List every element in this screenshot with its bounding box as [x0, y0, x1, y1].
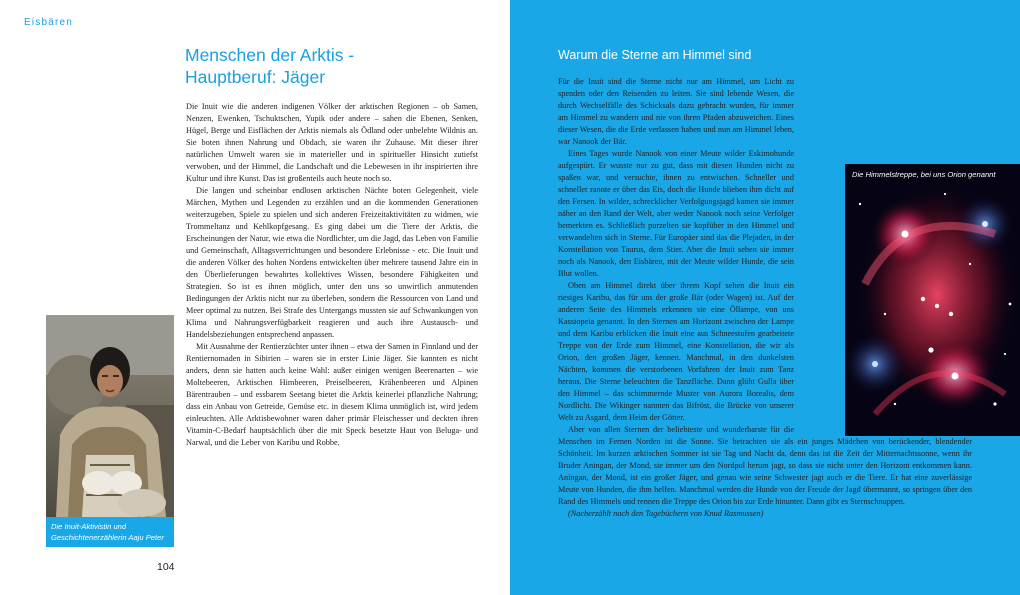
body-text	[186, 101, 478, 449]
page-title	[185, 44, 485, 88]
page-number: 104	[157, 561, 175, 573]
paragraph: Die langen und scheinbar endlosen arktischen Nächte boten Gelegenheit, viele Märchen, Mythen und Legenden zu erzählen und an die kommenden Generationen weiterzugeben, Spiele zu spielen und sich anderen Freizeitaktivitäten zu widmen, wie Trommeltanz und Kehlkopfgesang. Es ging dabei um die Tiere der Arktis, die Erscheinungen der Natur, wie etwa die Nordlichter, um die Jagd, das Leben von Familie und Gemeinschaft, Alltagsverrichtungen und besondere Erlebnisse - etc. Die Inuit und die anderen Völker des hohen Nordens entwickelten über mehrere tausend Jahre ein in den Überlieferungen bewahrtes kollektives Wissen, besondere Fähigkeiten und Strategien. So ist es ihnen möglich, unter den uns so unwirtlich anmutenden Bedingungen der Arktis nicht nur zu überleben, sondern die Ressourcen von Land und Meer optimal zu nutzen. Bei Strafe des Untergangs mussten sie auf Schwankungen von Klima und Nahrungsverfügbarkeit reagieren und auch ihre Austausch- und Handelsbeziehungen entsprechend anpassen.	[186, 186, 478, 339]
title-line-1: Menschen der Arktis -	[185, 45, 355, 65]
source-credit: (Nacherzählt nach den Tagebüchern von Knud Rasmussen)	[568, 509, 764, 518]
paragraph: Aber von allen Sternen der beliebteste und wunderbarste für die Menschen im Fernen Norden ist die Sonne. Sie betrachten sie als ein junges Mädchen von berückender, blendender Schönheit. Im kurzen arktischen Sommer ist sie Tag und Nacht da, denn das ist die Zeit der Mitternachtssonne, wenn ihr Bruder Aningan, der Mond, sie immer um den Nordpol herum jagt, so dass sie nicht unter den Horizont entkommen kann. Aningan, der Mond, ist ein großer Jäger, und genau wie seine Schwester jagt auch er die Tiere. Er hat eine zuverlässige Meute von Hunden, die ihm helfen. Manchmal werden die Hunde von der Freude der Jagd übermannt, so springen über den Rand des Himmels und rennen die Treppe des Orion bis zur Erde hinunter. Dann gibt es Sternschnuppen.	[558, 425, 972, 506]
section-title: Warum die Sterne am Himmel sind	[558, 48, 752, 62]
portrait-photo	[46, 315, 174, 517]
running-head: Eisbären	[24, 17, 74, 28]
paragraph: Eines Tages wurde Nanook von einer Meute wilder Eskimohunde aufgespürt. Er wusste nur zu gut, dass mit diesen Hunden nicht zu spaßen war, und versuchte, ihnen zu entwischen. Schneller und schneller rannte er über das Eis, doch die Hunde blieben ihm dicht auf den Fersen. In wilder, schrecklicher Verfolgungsjagd kamen sie immer näher an den Rand der Welt, aber weder Nanook noch seine Verfolger bemerkten es. Schließlich purzelten sie kopfüber in den Himmel und verwandelten sich in Sterne. Für Europäer sind das die Plejaden, in der Konstellation von Taurus, dem Stier. Aber die Inuit sehen sie immer noch als Nanook, den Eisbären, mit der Meute wilder Hunde, die sein Blut wollen.	[558, 149, 794, 278]
paragraph: Für die Inuit sind die Sterne nicht nur am Himmel, um Licht zu spenden oder den Reisenden zu leiten. Sie sind lebende Wesen, die durch Wechselfälle des Schicksals dazu gebracht wurden, für immer am Himmel zu wandern und nie von ihren Pfaden abzuweichen. Eines dieser Wesen, die die Erde verlassen haben und nun am Himmel leben, war Nanook der Bär.	[558, 77, 794, 146]
paragraph: Die Inuit wie die anderen indigenen Völker der arktischen Regionen – ob Samen, Nenzen, Ewenken, Tschuktschen, Yupik oder andere – sahen die Ebenen, Senken, Hügel, Berge und Eisflächen der Arktis niemals als Ödland oder unbelebte Wildnis an. Sie boten ihnen Nahrung und Obdach, sie waren ihr Zuhause. Mit dieser ihrer natürlichen Umwelt waren sie in materieller und in spiritueller Hinsicht zutiefst verwoben, und der Himmel, die Landschaft und die Lebewesen in ihr inspirierten ihre Kultur und ihre Kunst. Das ist großenteils auch heute noch so.	[186, 102, 478, 183]
photo-caption: Die Himmelstreppe, bei uns Orion genannt	[852, 170, 996, 179]
orion-photo	[845, 164, 1020, 436]
paragraph: Mit Ausnahme der Rentierzüchter unter ihnen – etwa der Samen in Finnland und der Rentiernomaden in Sibirien – waren sie in erster Linie Jäger. Sie kannten es nicht anders, denn sie hatten auch keine Wahl: außer einigen wenigen Beerenarten – wie Moltebeeren, Arktischen Himbeeren, Preiselbeeren, Krähenbeeren und Alpinen Bärentrauben – und essbarem Seetang bietet die Arktis keinerlei pflanzliche Nahrung; dass ein Anbau von Getreide, Gemüse etc. in diesem Klima unmöglich ist, wird jedem einleuchten. Alle Arktisbewohner waren daher primär Fleischesser und deckten ihren Vitamin-C-Bedarf hauptsächlich über die mit Speck besetzte Haut von Beluga- und Narwal, und die Leber von Karibu und Robbe.	[186, 342, 478, 447]
title-line-2: Hauptberuf: Jäger	[185, 67, 326, 87]
paragraph: Oben am Himmel direkt über ihrem Kopf sehen die Inuit ein riesiges Karibu, das für uns der große Bär (oder Wagen) ist. Auf der anderen Seite des Himmels erkennen sie eine Öllampe, von uns Kassiopeia genannt. In den Sternen am Horizont zwischen der Lampe und dem Karibu erblicken die Inuit eine aus Schneestufen gearbeitete Treppe von der Erde zum Himmel, eine Konstellation, die wir als Orion, den großen Jäger, kennen. Manchmal, in den dunkelsten Nächten, kommen die verstorbenen Vorfahren der Inuit zum Tanz heraus. Die Sterne beleuchten die Tanzfläche. Dann glüht Gulla über den Himmel – das schimmernde Muster von Aurora Borealis, dem Nordlicht. Die Wikinger nannten das Bifröst, die Brücke von unserer Welt zu Asgard, dem Heim der Götter.	[558, 281, 794, 422]
photo-caption: Die Inuit-Aktivistin und Geschichtenerzählerin Aaju Peter	[46, 517, 174, 547]
